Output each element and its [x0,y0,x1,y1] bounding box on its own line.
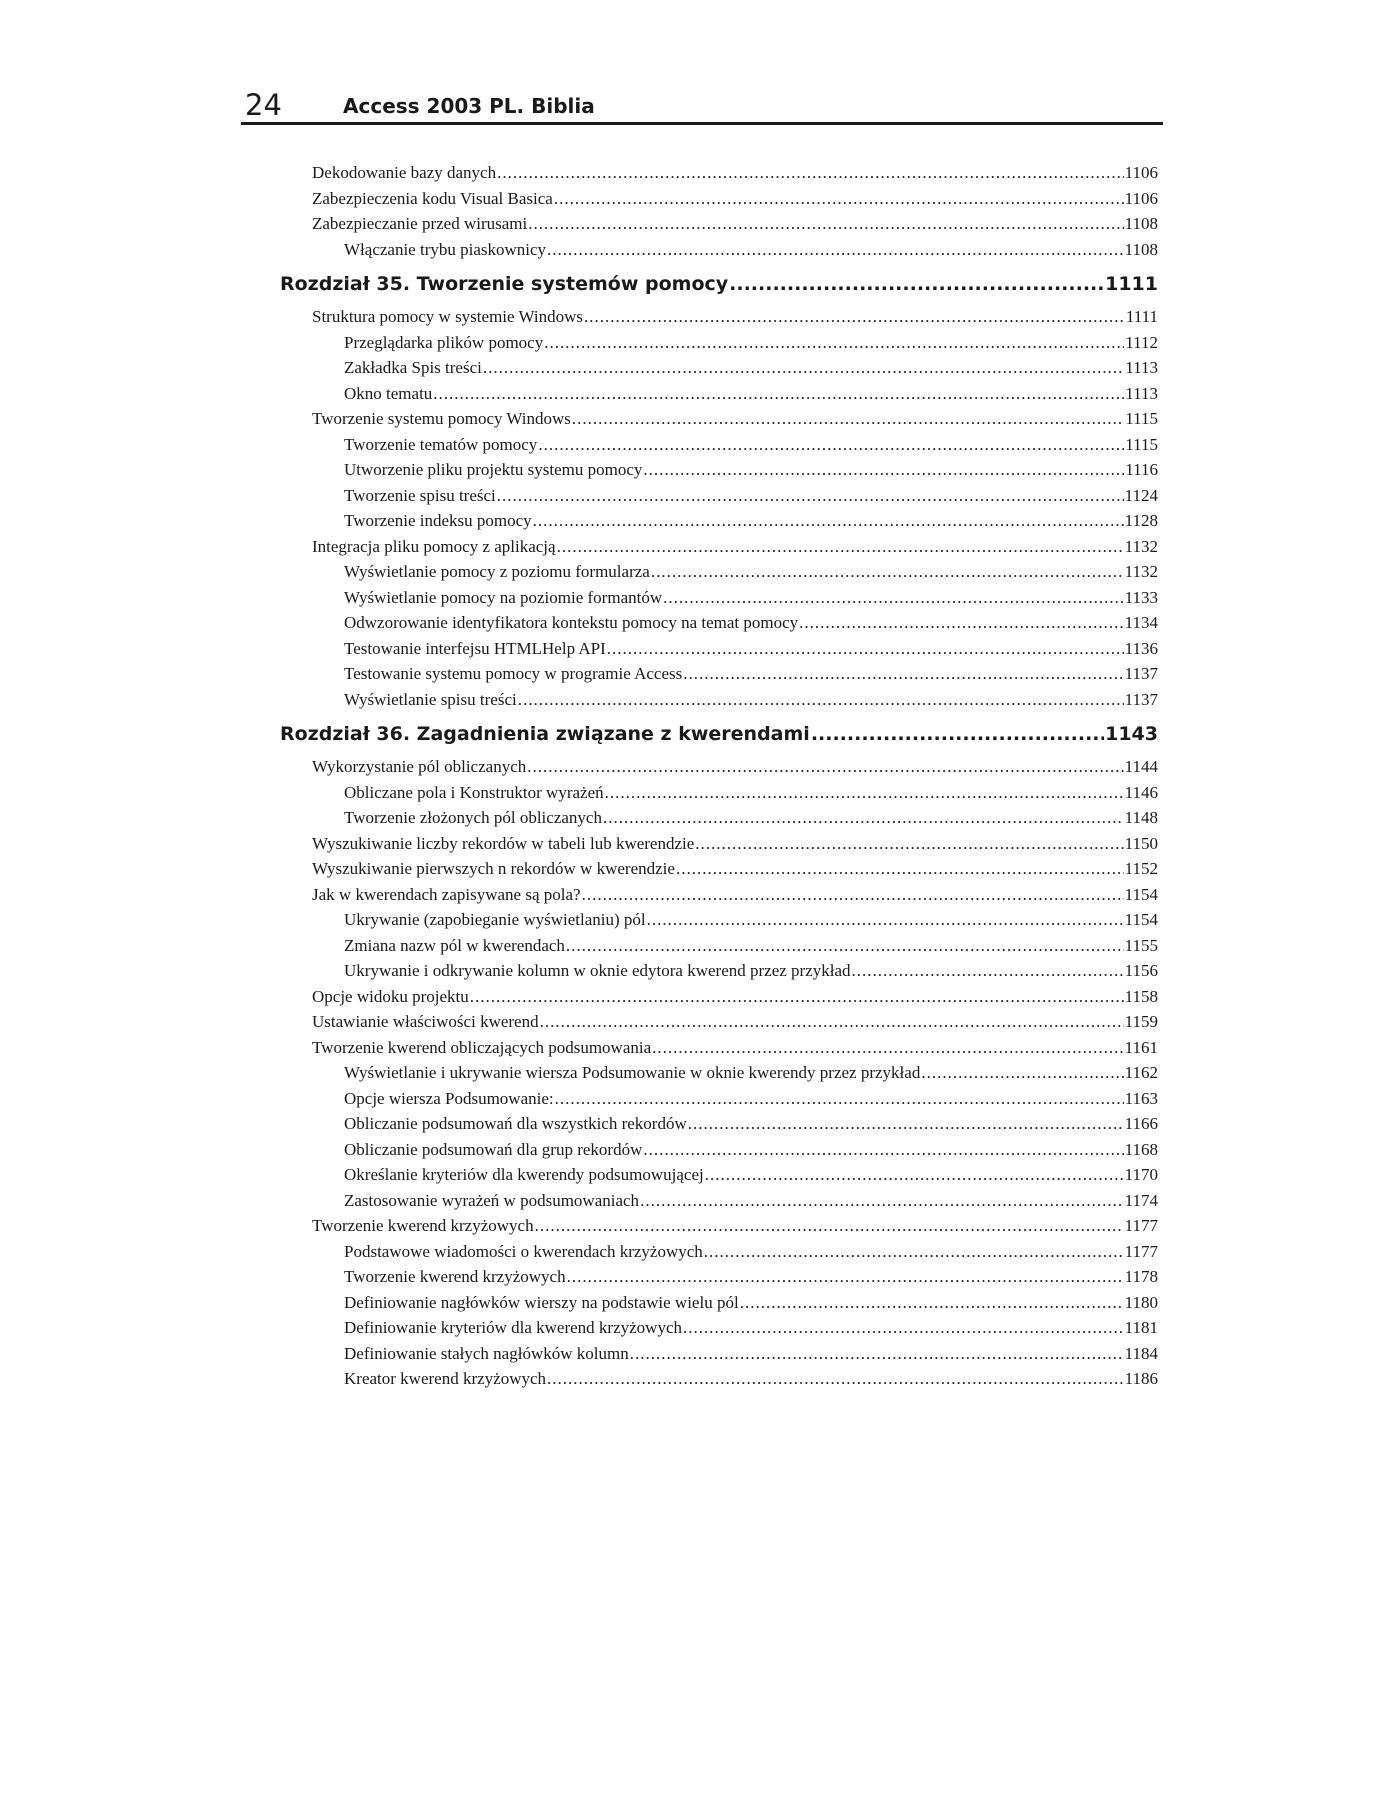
toc-entry [280,661,1158,687]
dot-leader [528,211,1123,237]
toc-entry-page: 1154 [1124,884,1158,904]
toc-entry-title: Wyszukiwanie liczby rekordów w tabeli lub kwerendzie [312,833,695,853]
toc-entry-title: Podstawowe wiadomości o kwerendach krzyżowych [344,1241,703,1261]
toc-entry [280,1341,1158,1367]
toc-entry-page: 1106 [1124,188,1158,208]
toc-entry-page: 1144 [1124,757,1158,776]
toc-entry-title: Tworzenie systemu pomocy Windows [312,409,571,428]
toc-entry-page: 1134 [1124,613,1158,632]
toc-entry [280,636,1158,662]
toc-entry [280,984,1158,1010]
toc-entry-title: Rozdział 35. Tworzenie systemów pomocy [280,273,729,295]
toc-entry-title: Ukrywanie i odkrywanie kolumn w oknie edytora kwerend przez przykład [344,961,851,980]
toc-entry-title: Zastosowanie wyrażeń w podsumowaniach [344,1190,640,1210]
dot-leader [695,831,1123,857]
dot-leader [683,1315,1124,1341]
dot-leader [811,716,1104,752]
toc-entry-page: 1143 [1105,723,1158,745]
toc-entry-page: 1115 [1125,434,1158,454]
toc-entry-page: 1108 [1124,214,1158,233]
toc-entry-title: Zabezpieczanie przed wirusami [312,214,528,233]
dot-leader [643,1137,1123,1163]
toc-entry-title: Dekodowanie bazy danych [312,163,497,182]
toc-entry-title: Ukrywanie (zapobieganie wyświetlaniu) pól [344,910,646,929]
toc-entry-page: 1177 [1124,1216,1158,1235]
toc-entry-title: Tworzenie kwerend krzyżowych [344,1267,566,1286]
toc-entry [280,1290,1158,1316]
dot-leader [652,1035,1123,1061]
dot-leader [544,330,1124,356]
toc-entry [280,381,1158,407]
dot-leader [683,661,1123,687]
toc-entry [280,237,1158,263]
toc-entry-title: Tworzenie indeksu pomocy [344,511,532,530]
dot-leader [852,958,1124,984]
toc-entry-title: Rozdział 36. Zagadnienia związane z kwerendami [280,723,810,745]
toc-entry-title: Opcje widoku projektu [312,986,469,1006]
toc-entry-title: Wyświetlanie spisu treści [344,689,517,709]
toc-entry [280,559,1158,585]
toc-entry-title: Tworzenie spisu treści [344,485,496,505]
toc-entry-page: 1112 [1125,332,1158,352]
toc-entry [280,160,1158,186]
toc-entry-page: 1108 [1124,239,1158,259]
toc-entry-title: Kreator kwerend krzyżowych [344,1369,547,1388]
toc-entry-title: Włączanie trybu piaskownicy [344,239,547,259]
toc-entry [280,856,1158,882]
toc-entry-page: 1154 [1124,910,1158,929]
toc-entry-page: 1132 [1124,536,1158,556]
toc-entry [280,1264,1158,1290]
toc-entry-page: 1168 [1124,1139,1158,1159]
dot-leader [527,754,1123,780]
toc-chapter-entry [280,716,1158,752]
toc-entry-page: 1136 [1124,638,1158,658]
toc-entry-page: 1137 [1124,664,1158,683]
toc-entry [280,304,1158,330]
dot-leader [518,687,1124,713]
dot-leader [921,1060,1123,1086]
toc-entry [280,805,1158,831]
book-title: Access 2003 PL. Biblia [343,94,595,118]
toc-entry-title: Zabezpieczenia kodu Visual Basica [312,188,553,208]
toc-entry [280,1009,1158,1035]
toc-entry [280,1366,1158,1392]
toc-entry-title: Wyświetlanie i ukrywanie wiersza Podsumowanie w oknie kwerendy przez przykład [344,1063,921,1082]
toc-entry-title: Definiowanie nagłówków wierszy na podstawie wielu pól [344,1292,739,1312]
toc-entry-page: 1159 [1124,1012,1158,1031]
toc-entry-title: Wyświetlanie pomocy na poziomie formantów [344,587,663,607]
dot-leader [538,432,1124,458]
dot-leader [651,559,1124,585]
toc-entry-title: Wyświetlanie pomocy z poziomu formularza [344,562,650,581]
dot-leader [554,186,1124,212]
dot-leader [607,636,1124,662]
toc-entry [280,1035,1158,1061]
toc-entry [280,780,1158,806]
toc-entry-page: 1124 [1124,485,1158,505]
toc-entry [280,585,1158,611]
dot-leader [643,457,1124,483]
toc-entry-title: Tworzenie tematów pomocy [344,434,538,454]
toc-entry [280,1213,1158,1239]
toc-entry-title: Opcje wiersza Podsumowanie: [344,1088,554,1108]
toc-entry-page: 1177 [1124,1241,1158,1261]
toc-entry-page: 1150 [1124,833,1158,853]
dot-leader [603,805,1124,831]
toc-entry [280,882,1158,908]
toc-entry-title: Tworzenie kwerend krzyżowych [312,1216,534,1235]
toc-entry-title: Obliczanie podsumowań dla grup rekordów [344,1139,643,1159]
dot-leader [547,1366,1124,1392]
toc-entry [280,432,1158,458]
toc-entry-page: 1161 [1124,1037,1158,1057]
toc-entry-title: Jak w kwerendach zapisywane są pola? [312,884,581,904]
dot-leader [705,1162,1124,1188]
dot-leader [566,933,1124,959]
toc-entry [280,457,1158,483]
table-of-contents [280,160,1158,1392]
toc-entry [280,1086,1158,1112]
page-number: 24 [245,88,282,122]
toc-entry-title: Wyszukiwanie pierwszych n rekordów w kwerendzie [312,859,675,878]
dot-leader [483,355,1124,381]
toc-entry-page: 1156 [1124,961,1158,980]
dot-leader [497,160,1124,186]
dot-leader [630,1341,1124,1367]
toc-entry-page: 1184 [1124,1343,1158,1363]
toc-entry [280,831,1158,857]
toc-entry [280,355,1158,381]
toc-entry-page: 1113 [1125,383,1158,403]
toc-entry [280,483,1158,509]
toc-entry [280,330,1158,356]
toc-entry-page: 1162 [1124,1063,1158,1082]
toc-entry-page: 1181 [1124,1318,1158,1337]
dot-leader [547,237,1124,263]
toc-entry-title: Ustawianie właściwości kwerend [312,1012,539,1031]
toc-entry-title: Odwzorowanie identyfikatora kontekstu pomocy na temat pomocy [344,613,799,632]
toc-entry-title: Zakładka Spis treści [344,358,482,377]
toc-entry-page: 1155 [1124,935,1158,955]
toc-entry-page: 1148 [1124,808,1158,827]
toc-entry-title: Testowanie systemu pomocy w programie Access [344,664,683,683]
toc-entry [280,610,1158,636]
dot-leader [729,266,1104,302]
dot-leader [676,856,1124,882]
dot-leader [533,508,1124,534]
dot-leader [704,1239,1124,1265]
dot-leader [555,1086,1124,1112]
toc-entry [280,1111,1158,1137]
toc-entry-page: 1137 [1124,689,1158,709]
toc-entry-page: 1111 [1105,273,1158,295]
toc-entry [280,1060,1158,1086]
toc-entry-title: Tworzenie złożonych pól obliczanych [344,808,602,827]
dot-leader [584,304,1125,330]
dot-leader [572,406,1124,432]
toc-entry-page: 1166 [1124,1114,1158,1133]
toc-entry-page: 1178 [1124,1267,1158,1286]
dot-leader [663,585,1124,611]
dot-leader [567,1264,1124,1290]
toc-entry-title: Zmiana nazw pól w kwerendach [344,935,565,955]
toc-entry-page: 1113 [1125,358,1158,377]
dot-leader [433,381,1124,407]
dot-leader [497,483,1124,509]
toc-entry [280,1315,1158,1341]
toc-entry-title: Przeglądarka plików pomocy [344,332,544,352]
toc-entry-title: Testowanie interfejsu HTMLHelp API [344,638,606,658]
dot-leader [470,984,1124,1010]
toc-entry [280,508,1158,534]
running-header [241,86,1163,125]
toc-chapter-entry [280,266,1158,302]
toc-entry [280,534,1158,560]
toc-entry-page: 1158 [1124,986,1158,1006]
toc-entry-title: Struktura pomocy w systemie Windows [312,307,583,326]
toc-entry [280,1188,1158,1214]
toc-entry [280,1162,1158,1188]
toc-entry-page: 1111 [1125,307,1158,326]
toc-entry-page: 1128 [1124,511,1158,530]
toc-entry-page: 1132 [1124,562,1158,581]
toc-entry-page: 1146 [1124,782,1158,802]
toc-entry-page: 1186 [1124,1369,1158,1388]
toc-entry-title: Utworzenie pliku projektu systemu pomocy [344,460,643,479]
toc-entry-page: 1115 [1125,409,1158,428]
toc-entry-page: 1116 [1125,460,1158,479]
dot-leader [799,610,1123,636]
toc-entry [280,211,1158,237]
dot-leader [688,1111,1124,1137]
toc-entry-page: 1163 [1124,1088,1158,1108]
toc-entry [280,754,1158,780]
dot-leader [640,1188,1124,1214]
dot-leader [740,1290,1124,1316]
dot-leader [582,882,1124,908]
toc-entry-page: 1133 [1124,587,1158,607]
toc-entry [280,1137,1158,1163]
toc-entry-title: Integracja pliku pomocy z aplikacją [312,536,556,556]
toc-entry [280,406,1158,432]
toc-entry [280,1239,1158,1265]
toc-entry-title: Okno tematu [344,383,433,403]
toc-entry-page: 1106 [1124,163,1158,182]
toc-entry [280,907,1158,933]
toc-entry [280,958,1158,984]
toc-entry [280,933,1158,959]
dot-leader [605,780,1124,806]
toc-entry [280,186,1158,212]
toc-entry-page: 1170 [1124,1165,1158,1184]
toc-entry-title: Wykorzystanie pól obliczanych [312,757,527,776]
toc-entry-page: 1180 [1124,1292,1158,1312]
dot-leader [535,1213,1124,1239]
toc-entry-title: Określanie kryteriów dla kwerendy podsumowującej [344,1165,704,1184]
toc-entry-title: Tworzenie kwerend obliczających podsumowania [312,1037,652,1057]
toc-entry-page: 1174 [1124,1190,1158,1210]
toc-entry-title: Definiowanie stałych nagłówków kolumn [344,1343,629,1363]
toc-entry-title: Obliczane pola i Konstruktor wyrażeń [344,782,604,802]
toc-entry-title: Obliczanie podsumowań dla wszystkich rekordów [344,1114,687,1133]
toc-entry-page: 1152 [1124,859,1158,878]
dot-leader [647,907,1124,933]
toc-entry-title: Definiowanie kryteriów dla kwerend krzyżowych [344,1318,682,1337]
dot-leader [557,534,1124,560]
dot-leader [540,1009,1124,1035]
toc-entry [280,687,1158,713]
